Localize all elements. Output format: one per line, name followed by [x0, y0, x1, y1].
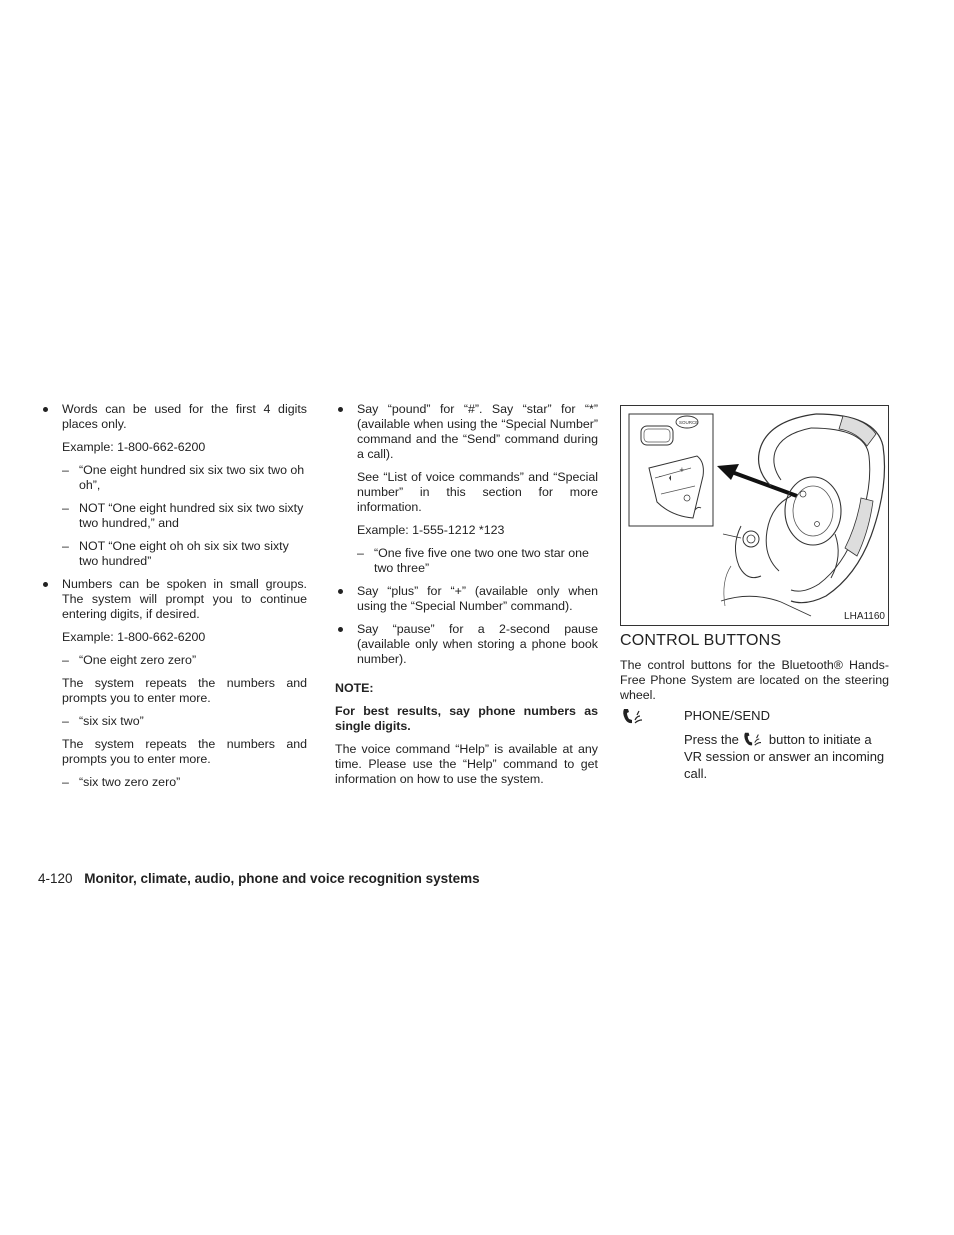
phone-send-icon: [741, 731, 765, 747]
body-text: See “List of voice commands” and “Special number” in this section for more information.: [357, 470, 598, 514]
dash-item: – “six two zero zero”: [62, 775, 181, 789]
bullet-plus: [335, 584, 598, 614]
body-text: The system repeats the numbers and prompts you to enter more.: [62, 676, 307, 705]
dash-item: – “One eight hundred six six two six two oh oh”,: [62, 463, 305, 492]
bullet-text: Numbers can be spoken in small groups. The system will prompt you to continue entering digits, if desired.: [62, 577, 307, 621]
column-1: [40, 402, 307, 798]
help-text: The voice command “Help” is available at any time. Please use the “Help” command to get information on how to use the system.: [335, 742, 598, 786]
column-2: [335, 402, 598, 795]
svg-text:–: –: [659, 472, 663, 480]
phone-send-description: Press the button to initiate a VR session or answer an incoming call.: [684, 732, 885, 781]
intro-text: The control buttons for the Bluetooth® Hands-Free Phone System are located on the steering wheel.: [620, 658, 889, 702]
phone-send-icon: [621, 707, 645, 725]
page-number: 4-120: [38, 871, 73, 886]
dash-item: – “six six two”: [62, 714, 144, 728]
bullet-dot: [43, 407, 48, 412]
bullet-pause: [335, 622, 598, 667]
bullet-dot: [43, 582, 48, 587]
bullet-dot: [338, 627, 343, 632]
example-text: Example: 1-555-1212 *123: [357, 523, 505, 537]
bullet-text: Say “plus” for “+” (available only when using the “Special Number” command).: [357, 584, 598, 613]
bullet-words: [40, 402, 307, 432]
bullet-text: Say “pause” for a 2-second pause (available only when storing a phone book number).: [357, 622, 598, 666]
note-label: NOTE:: [335, 681, 374, 695]
example-text: Example: 1-800-662-6200: [62, 440, 206, 454]
dash-item: – “One eight zero zero”: [62, 653, 197, 667]
bullet-dot: [338, 589, 343, 594]
bullet-pound-star: [335, 402, 598, 462]
phone-send-label: PHONE/SEND: [684, 708, 770, 723]
svg-text:+: +: [679, 466, 685, 474]
steering-wheel-illustration: [621, 406, 888, 625]
source-button-label: SOURCE: [679, 420, 699, 425]
body-text: The system repeats the numbers and prompts you to enter more.: [62, 737, 307, 766]
chapter-title: Monitor, climate, audio, phone and voice recognition systems: [84, 871, 480, 886]
dash-item: – NOT “One eight oh oh six six two sixty two hundred”: [62, 539, 289, 568]
bullet-numbers: [40, 577, 307, 622]
steering-wheel-figure: [620, 405, 889, 626]
dash-item: – “One five five one two one two star one two three”: [357, 546, 589, 575]
bullet-text: Say “pound” for “#”. Say “star” for “*” (available when using the “Special Number” command and the “Send” command during a call).: [357, 402, 598, 461]
figure-code: LHA1160: [844, 611, 885, 622]
page-footer: [38, 871, 480, 887]
dash-item: – NOT “One eight hundred six six two sixty two hundred,” and: [62, 501, 304, 530]
note-body: For best results, say phone numbers as single digits.: [335, 704, 598, 733]
bullet-text: Words can be used for the first 4 digits places only.: [62, 402, 307, 431]
section-title: CONTROL BUTTONS: [620, 632, 782, 649]
bullet-dot: [338, 407, 343, 412]
example-text: Example: 1-800-662-6200: [62, 630, 206, 644]
